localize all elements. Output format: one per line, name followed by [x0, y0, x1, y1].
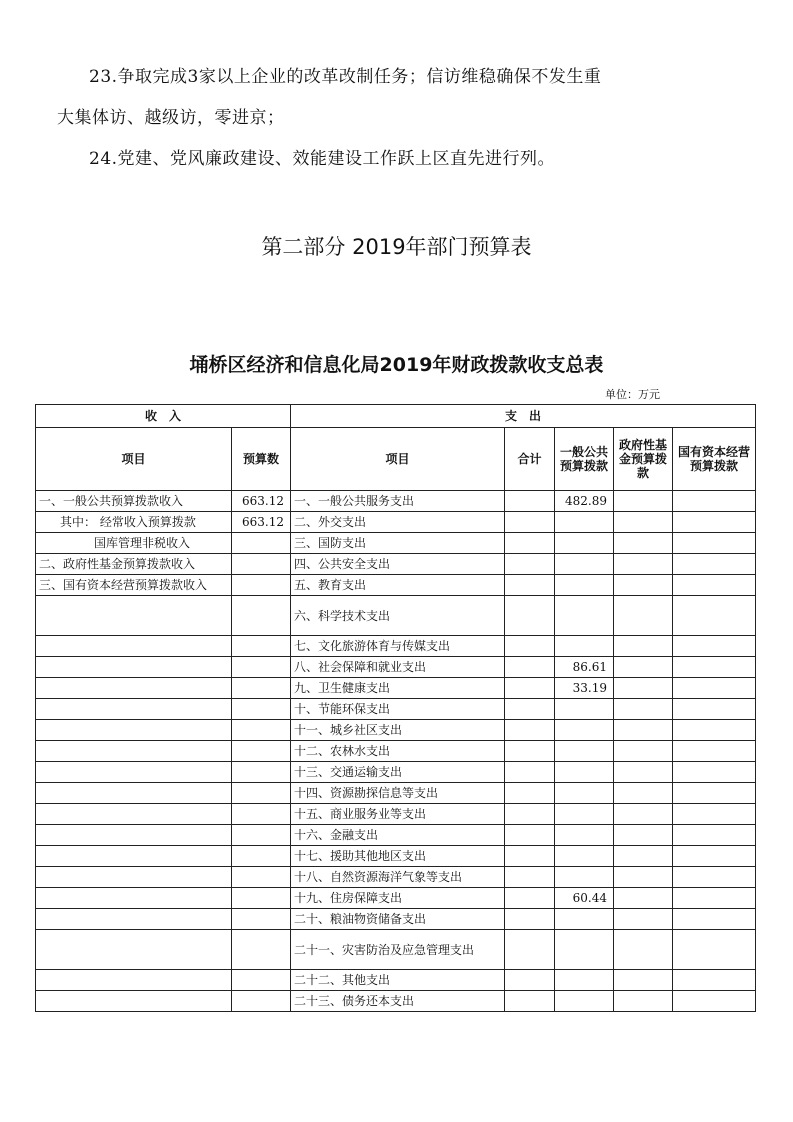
income-item-cell	[36, 657, 232, 678]
income-header: 收 入	[36, 405, 291, 428]
table-row	[36, 554, 756, 575]
table-row	[36, 991, 756, 1012]
general-public-cell: 86.61	[555, 657, 614, 678]
table-row	[36, 699, 756, 720]
gov-fund-cell	[614, 825, 673, 846]
general-public-cell	[555, 867, 614, 888]
state-capital-cell	[673, 596, 756, 636]
expense-item-cell: 十四、资源勘探信息等支出	[291, 783, 505, 804]
expense-total-header: 合计	[505, 428, 555, 491]
table-row	[36, 867, 756, 888]
budget-table-body	[36, 491, 756, 1012]
expense-total-cell	[505, 825, 555, 846]
income-item-cell: 其中： 经常收入预算拨款	[36, 512, 232, 533]
table-row	[36, 762, 756, 783]
state-capital-cell	[673, 930, 756, 970]
income-item-cell	[36, 970, 232, 991]
income-item-cell: 一、一般公共预算拨款收入	[36, 491, 232, 512]
table-row	[36, 636, 756, 657]
expense-total-cell	[505, 596, 555, 636]
general-public-cell	[555, 533, 614, 554]
expense-item-cell: 十一、城乡社区支出	[291, 720, 505, 741]
expense-item-cell: 七、文化旅游体育与传媒支出	[291, 636, 505, 657]
expense-item-cell: 十、节能环保支出	[291, 699, 505, 720]
general-public-cell	[555, 554, 614, 575]
expense-item-cell: 二十、粮油物资储备支出	[291, 909, 505, 930]
gov-fund-cell	[614, 804, 673, 825]
income-budget-cell	[232, 741, 291, 762]
header-row-sections	[36, 405, 756, 428]
expense-item-cell: 一、一般公共服务支出	[291, 491, 505, 512]
general-public-cell	[555, 970, 614, 991]
income-budget-cell	[232, 867, 291, 888]
expense-total-cell	[505, 699, 555, 720]
income-budget-cell	[232, 930, 291, 970]
paragraph-23-line1: 23.争取完成3家以上企业的改革改制任务；信访维稳确保不发生重	[89, 67, 602, 87]
gov-fund-cell	[614, 575, 673, 596]
income-budget-cell	[232, 678, 291, 699]
expense-total-cell	[505, 741, 555, 762]
income-item-cell	[36, 762, 232, 783]
general-public-cell	[555, 575, 614, 596]
table-row	[36, 596, 756, 636]
general-public-cell	[555, 741, 614, 762]
general-public-cell	[555, 783, 614, 804]
income-budget-cell	[232, 825, 291, 846]
expense-item-cell: 六、科学技术支出	[291, 596, 505, 636]
table-row	[36, 720, 756, 741]
income-item-cell	[36, 888, 232, 909]
income-budget-cell	[232, 783, 291, 804]
expense-item-cell: 十三、交通运输支出	[291, 762, 505, 783]
state-capital-cell	[673, 970, 756, 991]
expense-total-cell	[505, 720, 555, 741]
section-title: 第二部分 2019年部门预算表	[261, 235, 532, 259]
state-capital-cell	[673, 888, 756, 909]
expense-total-cell	[505, 636, 555, 657]
table-row	[36, 657, 756, 678]
expense-total-cell	[505, 970, 555, 991]
table-row	[36, 512, 756, 533]
income-budget-cell	[232, 888, 291, 909]
income-item-cell	[36, 741, 232, 762]
gov-fund-cell	[614, 720, 673, 741]
gov-fund-cell	[614, 678, 673, 699]
state-capital-cell	[673, 825, 756, 846]
general-public-cell	[555, 846, 614, 867]
state-capital-cell	[673, 657, 756, 678]
income-item-cell	[36, 678, 232, 699]
gov-fund-cell	[614, 491, 673, 512]
income-budget-cell	[232, 991, 291, 1012]
state-capital-cell	[673, 533, 756, 554]
expense-total-cell	[505, 512, 555, 533]
table-row	[36, 741, 756, 762]
expense-total-cell	[505, 846, 555, 867]
expense-item-cell: 二十二、其他支出	[291, 970, 505, 991]
state-capital-cell	[673, 699, 756, 720]
income-item-cell	[36, 930, 232, 970]
income-budget-cell	[232, 596, 291, 636]
gov-fund-cell	[614, 741, 673, 762]
gov-fund-cell	[614, 888, 673, 909]
expense-item-header: 项目	[291, 428, 505, 491]
expense-item-cell: 十六、金融支出	[291, 825, 505, 846]
income-item-cell	[36, 825, 232, 846]
expense-item-cell: 二十一、灾害防治及应急管理支出	[291, 930, 505, 970]
income-item-cell	[36, 636, 232, 657]
state-capital-cell	[673, 720, 756, 741]
state-capital-cell	[673, 783, 756, 804]
income-budget-cell	[232, 720, 291, 741]
table-title: 埇桥区经济和信息化局2019年财政拨款收支总表	[189, 354, 604, 376]
gov-fund-cell	[614, 930, 673, 970]
expense-item-cell: 四、公共安全支出	[291, 554, 505, 575]
table-row	[36, 909, 756, 930]
income-budget-cell: 663.12	[232, 512, 291, 533]
income-budget-cell	[232, 554, 291, 575]
gov-fund-cell	[614, 783, 673, 804]
state-capital-cell	[673, 554, 756, 575]
table-row	[36, 783, 756, 804]
header-row-columns	[36, 428, 756, 491]
expense-total-cell	[505, 762, 555, 783]
expense-total-cell	[505, 888, 555, 909]
state-capital-cell	[673, 846, 756, 867]
income-item-cell	[36, 867, 232, 888]
gov-fund-cell	[614, 909, 673, 930]
unit-label: 单位：万元	[605, 388, 660, 401]
general-public-cell	[555, 930, 614, 970]
income-item-cell	[36, 699, 232, 720]
general-public-cell	[555, 762, 614, 783]
state-capital-header: 国有资本经营预算拨款	[673, 428, 756, 491]
general-public-cell	[555, 991, 614, 1012]
general-public-cell	[555, 804, 614, 825]
state-capital-cell	[673, 909, 756, 930]
paragraph-23-line2: 大集体访、越级访，零进京；	[57, 108, 285, 128]
table-row	[36, 930, 756, 970]
expense-total-cell	[505, 678, 555, 699]
state-capital-cell	[673, 741, 756, 762]
expense-header: 支 出	[291, 405, 756, 428]
general-public-cell: 482.89	[555, 491, 614, 512]
state-capital-cell	[673, 804, 756, 825]
income-item-cell	[36, 783, 232, 804]
gov-fund-cell	[614, 699, 673, 720]
income-budget-cell	[232, 533, 291, 554]
state-capital-cell	[673, 867, 756, 888]
table-row	[36, 804, 756, 825]
expense-item-cell: 二十三、债务还本支出	[291, 991, 505, 1012]
table-row	[36, 491, 756, 512]
state-capital-cell	[673, 512, 756, 533]
income-budget-cell: 663.12	[232, 491, 291, 512]
expense-total-cell	[505, 930, 555, 970]
expense-item-cell: 二、外交支出	[291, 512, 505, 533]
expense-item-cell: 八、社会保障和就业支出	[291, 657, 505, 678]
gov-fund-cell	[614, 991, 673, 1012]
state-capital-cell	[673, 678, 756, 699]
general-public-cell	[555, 825, 614, 846]
income-item-cell	[36, 596, 232, 636]
expense-item-cell: 十九、住房保障支出	[291, 888, 505, 909]
table-row	[36, 678, 756, 699]
income-budget-header: 预算数	[232, 428, 291, 491]
expense-total-cell	[505, 783, 555, 804]
income-item-cell: 国库管理非税收入	[36, 533, 232, 554]
expense-total-cell	[505, 554, 555, 575]
expense-item-cell: 九、卫生健康支出	[291, 678, 505, 699]
gov-fund-cell	[614, 762, 673, 783]
table-row	[36, 533, 756, 554]
expense-item-cell: 三、国防支出	[291, 533, 505, 554]
general-public-cell: 60.44	[555, 888, 614, 909]
income-item-cell	[36, 991, 232, 1012]
general-public-cell	[555, 596, 614, 636]
paragraph-24: 24.党建、党风廉政建设、效能建设工作跃上区直先进行列。	[89, 149, 556, 169]
expense-total-cell	[505, 533, 555, 554]
income-budget-cell	[232, 970, 291, 991]
income-item-cell	[36, 720, 232, 741]
income-item-cell: 三、国有资本经营预算拨款收入	[36, 575, 232, 596]
gov-fund-cell	[614, 554, 673, 575]
general-public-header: 一般公共预算拨款	[555, 428, 614, 491]
income-budget-cell	[232, 699, 291, 720]
income-budget-cell	[232, 846, 291, 867]
income-budget-cell	[232, 657, 291, 678]
state-capital-cell	[673, 762, 756, 783]
gov-fund-cell	[614, 970, 673, 991]
state-capital-cell	[673, 575, 756, 596]
general-public-cell	[555, 636, 614, 657]
expense-total-cell	[505, 491, 555, 512]
expense-total-cell	[505, 657, 555, 678]
income-budget-cell	[232, 636, 291, 657]
expense-item-cell: 五、教育支出	[291, 575, 505, 596]
income-item-header: 项目	[36, 428, 232, 491]
income-budget-cell	[232, 575, 291, 596]
gov-fund-cell	[614, 512, 673, 533]
expense-item-cell: 十五、商业服务业等支出	[291, 804, 505, 825]
gov-fund-cell	[614, 867, 673, 888]
expense-total-cell	[505, 909, 555, 930]
gov-fund-cell	[614, 657, 673, 678]
expense-item-cell: 十二、农林水支出	[291, 741, 505, 762]
table-row	[36, 575, 756, 596]
general-public-cell	[555, 909, 614, 930]
expense-total-cell	[505, 991, 555, 1012]
table-row	[36, 888, 756, 909]
general-public-cell	[555, 720, 614, 741]
state-capital-cell	[673, 991, 756, 1012]
expense-total-cell	[505, 575, 555, 596]
general-public-cell: 33.19	[555, 678, 614, 699]
income-budget-cell	[232, 909, 291, 930]
gov-fund-cell	[614, 846, 673, 867]
gov-fund-cell	[614, 636, 673, 657]
general-public-cell	[555, 699, 614, 720]
budget-table	[35, 404, 756, 1012]
income-budget-cell	[232, 762, 291, 783]
state-capital-cell	[673, 491, 756, 512]
expense-total-cell	[505, 804, 555, 825]
income-item-cell: 二、政府性基金预算拨款收入	[36, 554, 232, 575]
table-row	[36, 825, 756, 846]
income-item-cell	[36, 804, 232, 825]
income-budget-cell	[232, 804, 291, 825]
gov-fund-cell	[614, 596, 673, 636]
income-item-cell	[36, 909, 232, 930]
expense-item-cell: 十八、自然资源海洋气象等支出	[291, 867, 505, 888]
expense-total-cell	[505, 867, 555, 888]
table-row	[36, 970, 756, 991]
gov-fund-cell	[614, 533, 673, 554]
general-public-cell	[555, 512, 614, 533]
income-item-cell	[36, 846, 232, 867]
gov-fund-header: 政府性基金预算拨款	[614, 428, 673, 491]
table-row	[36, 846, 756, 867]
state-capital-cell	[673, 636, 756, 657]
expense-item-cell: 十七、援助其他地区支出	[291, 846, 505, 867]
